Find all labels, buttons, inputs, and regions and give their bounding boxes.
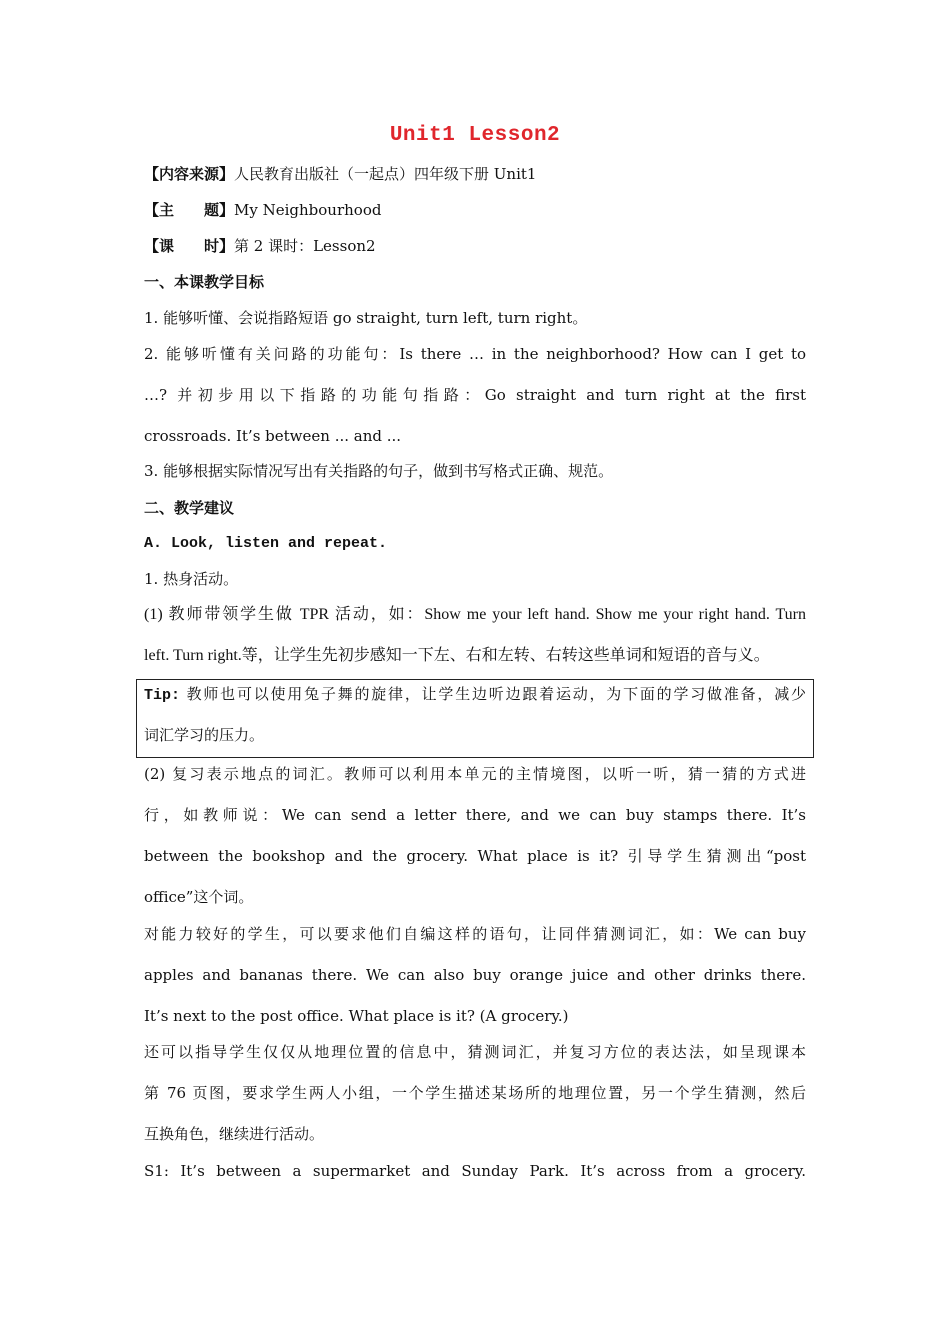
sub-heading-a: A. Look, listen and repeat. bbox=[144, 535, 388, 552]
goal-item-3: 3. 能够根据实际情况写出有关指路的句子，做到书写格式正确、规范。 bbox=[144, 462, 614, 480]
paragraph-3-line-3: It’s next to the post office. What place is it? (A grocery.) bbox=[144, 1007, 569, 1025]
warmup-heading: 1. 热身活动。 bbox=[144, 570, 239, 588]
tip-line-1 bbox=[144, 684, 806, 706]
tip-text-1: 教师也可以使用兔子舞的旋律，让学生边听边跟着运动，为下面的学习做准备，减少 bbox=[180, 685, 806, 703]
paragraph-4-line-2: 第 76 页图，要求学生两人小组，一个学生描述某场所的地理位置，另一个学生猜测，然后 bbox=[144, 1084, 806, 1102]
document-title: Unit1 Lesson2 bbox=[389, 124, 561, 147]
goal-item-2-line-3: crossroads. It’s between ... and ... bbox=[144, 427, 402, 445]
tip-label: Tip: bbox=[144, 687, 181, 704]
meta-period-value: 第 2 课时：Lesson2 bbox=[234, 237, 376, 255]
paragraph-2-line-2: 行，如教师说：We can send a letter there, and we can buy stamps there. It’s bbox=[144, 806, 806, 824]
goal-item-2-line-2: …? 并初步用以下指路的功能句指路：Go straight and turn right at the first bbox=[144, 386, 806, 404]
tip-line-2: 词汇学习的压力。 bbox=[144, 726, 265, 744]
meta-period bbox=[144, 236, 806, 256]
goal-item-2-line-1: 2. 能够听懂有关问路的功能句：Is there … in the neighborhood? How can I get to bbox=[144, 345, 806, 363]
meta-source bbox=[144, 164, 806, 184]
meta-topic bbox=[144, 200, 806, 220]
meta-topic-value: My Neighbourhood bbox=[234, 201, 382, 219]
section1-heading: 一、本课教学目标 bbox=[144, 273, 265, 291]
paragraph-2-line-3: between the bookshop and the grocery. What place is it? 引导学生猜测出“post bbox=[144, 847, 806, 865]
dialogue-s1-line: S1: It’s between a supermarket and Sunday Park. It’s across from a grocery. bbox=[144, 1162, 806, 1180]
paragraph-1-line-1: (1) 教师带领学生做 TPR 活动，如：Show me your left hand. Show me your right hand. Turn bbox=[144, 606, 806, 623]
paragraph-4-line-1: 还可以指导学生仅仅从地理位置的信息中，猜测词汇，并复习方位的表达法，如呈现课本 bbox=[144, 1043, 806, 1061]
meta-topic-label: 【主 题】 bbox=[144, 201, 235, 219]
paragraph-2-line-4: office”这个词。 bbox=[144, 888, 254, 906]
paragraph-2-line-1: (2) 复习表示地点的词汇。教师可以利用本单元的主情境图，以听一听，猜一猜的方式进 bbox=[144, 765, 806, 783]
paragraph-3-line-1: 对能力较好的学生，可以要求他们自编这样的语句，让同伴猜测词汇，如：We can buy bbox=[144, 925, 806, 943]
meta-source-label: 【内容来源】 bbox=[144, 165, 235, 183]
paragraph-3-line-2: apples and bananas there. We can also buy orange juice and other drinks there. bbox=[144, 966, 806, 984]
goal-item-1: 1. 能够听懂、会说指路短语 go straight, turn left, turn right。 bbox=[144, 309, 588, 327]
paragraph-4-line-3: 互换角色，继续进行活动。 bbox=[144, 1125, 325, 1143]
paragraph-1-line-2: left. Turn right.等，让学生先初步感知一下左、右和左转、右转这些单词和短语的音与义。 bbox=[144, 647, 770, 664]
meta-period-label: 【课 时】 bbox=[144, 237, 235, 255]
section2-heading: 二、教学建议 bbox=[144, 499, 235, 517]
meta-source-value: 人民教育出版社（一起点）四年级下册 Unit1 bbox=[234, 165, 537, 183]
